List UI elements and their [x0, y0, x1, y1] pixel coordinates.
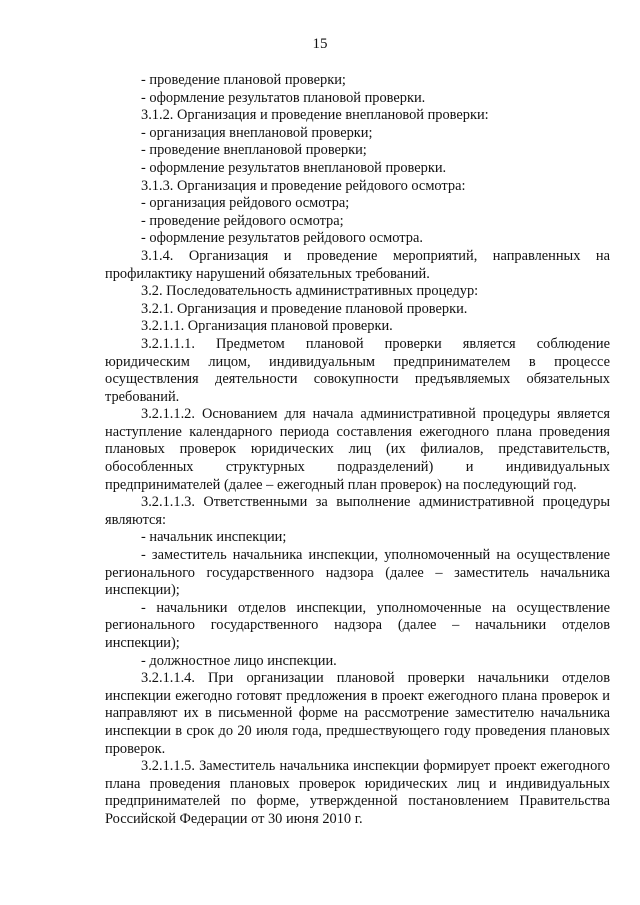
section-paragraph: 3.2.1.1.1. Предметом плановой проверки является соблюдение юридическим лицом, индивидуальным предпринимателем в процессе осуществления деятельности совокупности предъявляемых обязательных требований.	[105, 335, 610, 405]
list-item: - оформление результатов плановой проверки.	[141, 89, 426, 106]
section-heading: 3.2. Последовательность административных процедур:	[141, 283, 479, 300]
list-item: - начальник инспекции;	[141, 529, 287, 546]
list-item: - должностное лицо инспекции.	[141, 652, 337, 669]
list-item: - организация рейдового осмотра;	[141, 195, 350, 212]
list-item: - проведение плановой проверки;	[141, 72, 346, 88]
section-paragraph: 3.2.1.1.5. Заместитель начальника инспекции формирует проект ежегодного плана проведения плановых проверок юридических лиц и индивидуальных предпринимателей по форме, утвержденной постановлением Правительства Российской Федерации от 30 июня 2010 г.	[105, 758, 610, 827]
list-item: - проведение внеплановой проверки;	[141, 142, 367, 159]
list-item: - проведение рейдового осмотра;	[141, 212, 344, 229]
document-body	[105, 72, 610, 829]
section-heading: 3.2.1.1. Организация плановой проверки.	[141, 318, 393, 335]
list-item: - заместитель начальника инспекции, уполномоченный на осуществление регионального государственного надзора (далее – заместитель начальника инспекции);	[105, 547, 610, 599]
section-paragraph: 3.2.1.1.4. При организации плановой проверки начальники отделов инспекции ежегодно готовят предложения в проект ежегодного плана проверок и направляют их в письменной форме на рассмотрение заместителю начальника инспекции в срок до 20 июля года, предшествующего году проведения плановых проверок.	[105, 670, 610, 757]
section-heading: 3.1.2. Организация и проведение внеплановой проверки:	[141, 107, 489, 124]
list-item: - организация внеплановой проверки;	[141, 124, 373, 141]
list-item: - оформление результатов рейдового осмотра.	[141, 230, 423, 247]
list-item: - оформление результатов внеплановой проверки.	[141, 159, 447, 176]
section-paragraph: 3.1.4. Организация и проведение мероприятий, направленных на профилактику нарушений обязательных требований.	[105, 247, 610, 282]
section-heading: 3.2.1. Организация и проведение плановой проверки.	[141, 300, 468, 317]
list-item: - начальники отделов инспекции, уполномоченные на осуществление регионального государственного надзора (далее – начальники отделов инспекции);	[105, 599, 610, 651]
section-paragraph: 3.2.1.1.2. Основанием для начала административной процедуры является наступление календарного периода составления ежегодного плана проведения плановых проверок юридических лиц (их филиалов, представительств, обособленных структурных подразделений) и индивидуальных предпринимателей (далее – ежегодный план проверок) на последующий год.	[105, 406, 610, 493]
section-paragraph: 3.2.1.1.3. Ответственными за выполнение административной процедуры являются:	[105, 494, 610, 528]
page-number: 15	[312, 36, 328, 52]
section-heading: 3.1.3. Организация и проведение рейдового осмотра:	[141, 177, 466, 194]
